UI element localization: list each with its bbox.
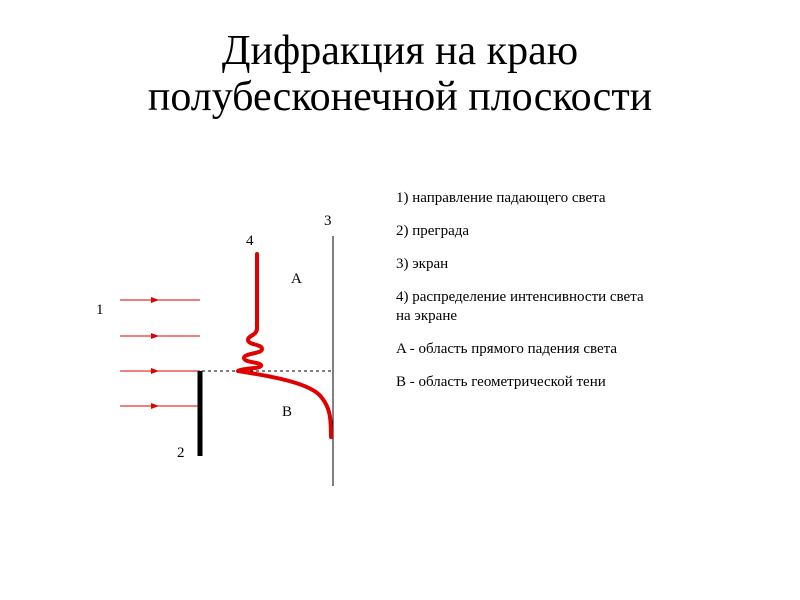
title-line-1: Дифракция на краю: [221, 28, 579, 74]
legend-item-obstacle: 2) преграда: [396, 223, 470, 239]
label-screen: 3: [324, 213, 332, 229]
legend: [396, 189, 646, 406]
title-line-2: полубесконечной плоскости: [147, 74, 653, 120]
label-obstacle: 2: [177, 445, 185, 461]
legend-item-incident-light: 1) направление падающего света: [396, 190, 606, 206]
incident-light-rays: [120, 300, 200, 406]
legend-item-region-shadow: B - область геометрической тени: [396, 374, 606, 390]
label-intensity: 4: [246, 233, 254, 249]
legend-item-intensity: 4) распределение интенсивности света на экране: [396, 289, 644, 324]
label-region-direct: A: [291, 271, 302, 287]
label-incident-light: 1: [96, 302, 104, 318]
label-region-shadow: B: [282, 404, 293, 420]
legend-item-region-direct: A - область прямого падения света: [396, 341, 618, 357]
legend-item-screen: 3) экран: [396, 256, 449, 272]
